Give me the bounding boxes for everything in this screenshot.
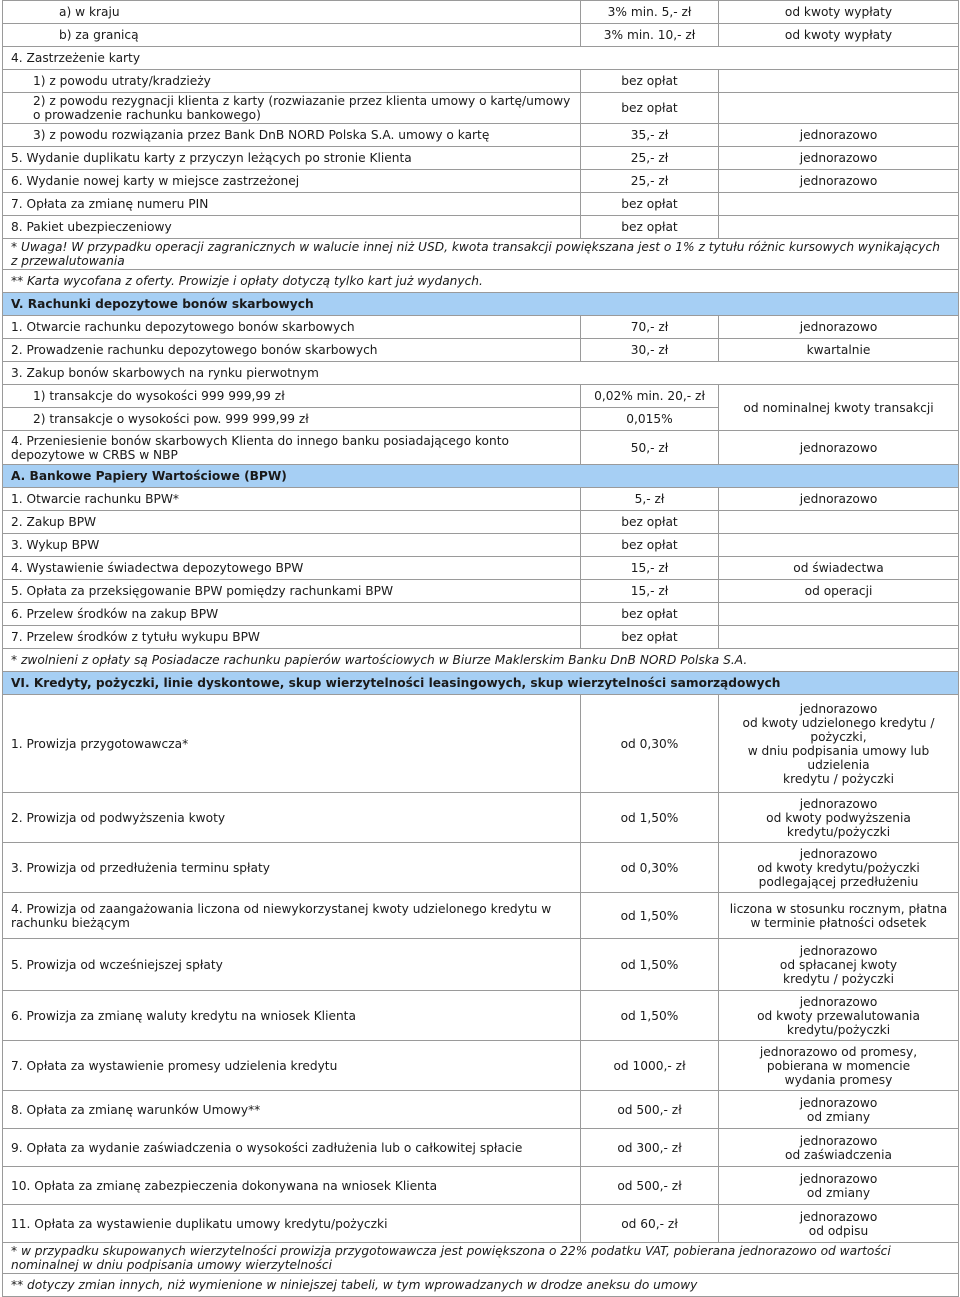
table-row (3, 362, 959, 385)
fee-note (719, 1091, 959, 1129)
fee-label: 8. Opłata za zmianę warunków Umowy** (3, 1091, 581, 1129)
fee-label: 9. Opłata za wydanie zaświadczenia o wysokości zadłużenia lub o całkowitej spłacie (3, 1129, 581, 1167)
table-row (3, 124, 959, 147)
fee-note-line: w dniu podpisania umowy lub (747, 743, 930, 758)
table-row (3, 1041, 959, 1091)
table-row (3, 603, 959, 626)
fee-note (719, 893, 959, 939)
fee-label: 4. Wystawienie świadectwa depozytowego BPW (3, 557, 581, 580)
fee-label: 5. Prowizja od wcześniejszej spłaty (3, 939, 581, 991)
fee-amount: od 1,50% (581, 939, 719, 991)
footnote: ** Karta wycofana z oferty. Prowizje i opłaty dotyczą tylko kart już wydanych. (3, 270, 959, 293)
fee-note (719, 216, 959, 239)
fee-note-line: od odpisu (808, 1223, 869, 1238)
fee-note: od kwoty wypłaty (719, 1, 959, 24)
table-row (3, 1274, 959, 1297)
fee-note-line: kredytu/pożyczki (786, 824, 891, 839)
table-row (3, 339, 959, 362)
fee-amount: od 60,- zł (581, 1205, 719, 1243)
fee-amount: 3% min. 10,- zł (581, 24, 719, 47)
table-row (3, 1, 959, 24)
table-row (3, 1129, 959, 1167)
table-row (3, 93, 959, 124)
fee-amount: od 1,50% (581, 991, 719, 1041)
fee-note (719, 695, 959, 793)
table-row (3, 793, 959, 843)
fee-note-line: kredytu / pożyczki (783, 971, 894, 986)
fee-note-line: jednorazowo (799, 1133, 878, 1148)
fee-amount: 15,- zł (581, 557, 719, 580)
fee-note-line: pobierana w momencie (766, 1058, 911, 1073)
fee-note (719, 70, 959, 93)
fee-note (719, 1167, 959, 1205)
fee-note-line: od kwoty kredytu/pożyczki (757, 860, 920, 875)
fee-amount: bez opłat (581, 70, 719, 93)
fee-label: 7. Opłata za wystawienie promesy udzielenia kredytu (3, 1041, 581, 1091)
fee-note-line: jednorazowo (799, 796, 878, 811)
fee-note-line: kredytu / pożyczki (783, 771, 894, 786)
fee-note-line: jednorazowo (799, 846, 878, 861)
fee-note-line: jednorazowo (799, 701, 878, 716)
table-row (3, 1167, 959, 1205)
table-row (3, 216, 959, 239)
fee-label: 6. Wydanie nowej karty w miejsce zastrzeżonej (3, 170, 581, 193)
fee-note: od operacji (719, 580, 959, 603)
table-row (3, 24, 959, 47)
uwaga-text: W przypadku operacji zagranicznych w walucie innej niż USD, kwota transakcji powiększana jest o 1% z tytułu różnic kursowych wynikających z przewalutowania (11, 240, 940, 268)
fee-label: 1. Prowizja przygotowawcza* (3, 695, 581, 793)
table-row (3, 147, 959, 170)
fee-note (719, 793, 959, 843)
section-header (3, 293, 959, 316)
fee-label: 2) z powodu rezygnacji klienta z karty (rozwiazanie przez klienta umowy o kartę/umowy o prowadzenie rachunku bankowego) (3, 93, 581, 124)
fee-note (719, 93, 959, 124)
section-title: V. Rachunki depozytowe bonów skarbowych (3, 293, 959, 316)
fee-amount: od 1,50% (581, 893, 719, 939)
fee-note (719, 1129, 959, 1167)
table-row (3, 47, 959, 70)
fee-note-line: od spłacanej kwoty (779, 957, 898, 972)
fee-note-line: od zmiany (806, 1109, 871, 1124)
fee-note: kwartalnie (719, 339, 959, 362)
table-row (3, 170, 959, 193)
fee-note (719, 991, 959, 1041)
table-row (3, 511, 959, 534)
fee-note-line: jednorazowo (799, 943, 878, 958)
subheading: 4. Zastrzeżenie karty (3, 47, 959, 70)
fee-note: jednorazowo (719, 316, 959, 339)
fee-amount: 3% min. 5,- zł (581, 1, 719, 24)
fee-amount: od 500,- zł (581, 1167, 719, 1205)
table-row (3, 939, 959, 991)
fee-note (719, 939, 959, 991)
fee-note (719, 1041, 959, 1091)
footnote: * w przypadku skupowanych wierzytelności prowizja przygotowawcza jest powiększona o 22% podatku VAT, pobierana jednorazowo od wartości nominalnej w dniu podpisania umowy wierzytelności (3, 1243, 959, 1274)
uwaga-label: * Uwaga! (11, 240, 68, 254)
fee-label: 6. Prowizja za zmianę waluty kredytu na wniosek Klienta (3, 991, 581, 1041)
fee-amount: 0,02% min. 20,- zł (581, 385, 719, 408)
fee-label: 11. Opłata za wystawienie duplikatu umowy kredytu/pożyczki (3, 1205, 581, 1243)
fee-label: 1. Otwarcie rachunku depozytowego bonów skarbowych (3, 316, 581, 339)
fee-note-line: od zaświadczenia (784, 1147, 892, 1162)
section-title: A. Bankowe Papiery Wartościowe (BPW) (3, 465, 959, 488)
fee-note-line: jednorazowo (799, 1171, 878, 1186)
table-row (3, 488, 959, 511)
fee-label: 3) z powodu rozwiązania przez Bank DnB NORD Polska S.A. umowy o kartę (3, 124, 581, 147)
fee-amount: od 500,- zł (581, 1091, 719, 1129)
fee-note (719, 193, 959, 216)
fee-note-line: kredytu/pożyczki (786, 1022, 891, 1037)
section-title: VI. Kredyty, pożyczki, linie dyskontowe, skup wierzytelności leasingowych, skup wierzytelności samorządowych (3, 672, 959, 695)
table-row (3, 626, 959, 649)
table-row (3, 1205, 959, 1243)
table-row (3, 316, 959, 339)
fee-amount: 35,- zł (581, 124, 719, 147)
fee-amount: bez opłat (581, 216, 719, 239)
fee-label: 4. Przeniesienie bonów skarbowych Klienta do innego banku posiadającego konto depozytowe w CRBS w NBP (3, 431, 581, 465)
fee-amount: 70,- zł (581, 316, 719, 339)
fee-amount: od 300,- zł (581, 1129, 719, 1167)
table-row (3, 1243, 959, 1274)
fee-label: 3. Prowizja od przedłużenia terminu spłaty (3, 843, 581, 893)
fee-note (719, 603, 959, 626)
section-header (3, 465, 959, 488)
fee-label: 3. Wykup BPW (3, 534, 581, 557)
fee-note (719, 626, 959, 649)
table-row (3, 695, 959, 793)
fee-label: 8. Pakiet ubezpieczeniowy (3, 216, 581, 239)
fee-label: b) za granicą (3, 24, 581, 47)
table-row (3, 431, 959, 465)
table-row (3, 843, 959, 893)
table-row (3, 557, 959, 580)
fee-note: od kwoty wypłaty (719, 24, 959, 47)
fee-amount: bez opłat (581, 534, 719, 557)
fee-note-line: od zmiany (806, 1185, 871, 1200)
fee-amount: 15,- zł (581, 580, 719, 603)
fee-note-line: jednorazowo (799, 1209, 878, 1224)
fee-label: 1) transakcje do wysokości 999 999,99 zł (3, 385, 581, 408)
fee-label: 1. Otwarcie rachunku BPW* (3, 488, 581, 511)
table-row (3, 239, 959, 270)
fee-label: 7. Przelew środków z tytułu wykupu BPW (3, 626, 581, 649)
fee-note-line: od kwoty przewalutowania (757, 1008, 920, 1023)
fee-note-line: od kwoty podwyższenia (766, 810, 911, 825)
fee-label: 5. Wydanie duplikatu karty z przyczyn leżących po stronie Klienta (3, 147, 581, 170)
fee-note: jednorazowo (719, 431, 959, 465)
fee-note-line: jednorazowo (799, 994, 878, 1009)
fee-amount: 25,- zł (581, 170, 719, 193)
uwaga-note (3, 239, 959, 270)
table-row (3, 649, 959, 672)
fee-note-line: w terminie płatności odsetek (750, 915, 927, 930)
fee-note-line: udzielenia (807, 757, 870, 772)
fee-label: 2. Zakup BPW (3, 511, 581, 534)
fee-note-line: jednorazowo (799, 1095, 878, 1110)
fee-amount: 25,- zł (581, 147, 719, 170)
fee-label: 7. Opłata za zmianę numeru PIN (3, 193, 581, 216)
fee-note: jednorazowo (719, 124, 959, 147)
footnote: * zwolnieni z opłaty są Posiadacze rachunku papierów wartościowych w Biurze Maklerskim Banku DnB NORD Polska S.A. (3, 649, 959, 672)
fee-label: 4. Prowizja od zaangażowania liczona od niewykorzystanej kwoty udzielonego kredytu w rachunku bieżącym (3, 893, 581, 939)
fee-amount: od 0,30% (581, 843, 719, 893)
fee-note (719, 534, 959, 557)
fee-note: jednorazowo (719, 147, 959, 170)
fee-amount: bez opłat (581, 511, 719, 534)
fee-amount: 30,- zł (581, 339, 719, 362)
fee-amount: bez opłat (581, 93, 719, 124)
fee-note: jednorazowo (719, 170, 959, 193)
fee-amount: bez opłat (581, 193, 719, 216)
fee-note (719, 843, 959, 893)
fee-label: a) w kraju (3, 1, 581, 24)
fee-amount: od 1,50% (581, 793, 719, 843)
table-row (3, 534, 959, 557)
subheading: 3. Zakup bonów skarbowych na rynku pierwotnym (3, 362, 959, 385)
table-row (3, 1091, 959, 1129)
fee-label: 2. Prowizja od podwyższenia kwoty (3, 793, 581, 843)
fee-amount: 5,- zł (581, 488, 719, 511)
fee-amount: od 0,30% (581, 695, 719, 793)
fee-note-line: podlegającej przedłużeniu (758, 874, 919, 889)
table-row (3, 193, 959, 216)
fee-amount: od 1000,- zł (581, 1041, 719, 1091)
table-row (3, 893, 959, 939)
fee-label: 2) transakcje o wysokości pow. 999 999,99 zł (3, 408, 581, 431)
fee-note: jednorazowo (719, 488, 959, 511)
fee-note: od świadectwa (719, 557, 959, 580)
table-row (3, 270, 959, 293)
fee-note-line: liczona w stosunku rocznym, płatna (729, 901, 948, 916)
fee-amount: 50,- zł (581, 431, 719, 465)
footnote: ** dotyczy zmian innych, niż wymienione w niniejszej tabeli, w tym wprowadzanych w drodze aneksu do umowy (3, 1274, 959, 1297)
fee-amount: 0,015% (581, 408, 719, 431)
fee-table (2, 0, 959, 1297)
fee-note-line: pożyczki, (810, 729, 867, 744)
fee-note (719, 1205, 959, 1243)
section-header (3, 672, 959, 695)
fee-note-line: wydania promesy (784, 1072, 893, 1087)
fee-note: od nominalnej kwoty transakcji (719, 385, 959, 431)
fee-note (719, 511, 959, 534)
fee-label: 2. Prowadzenie rachunku depozytowego bonów skarbowych (3, 339, 581, 362)
table-row (3, 991, 959, 1041)
fee-label: 10. Opłata za zmianę zabezpieczenia dokonywana na wniosek Klienta (3, 1167, 581, 1205)
table-row (3, 385, 959, 408)
fee-label: 5. Opłata za przeksięgowanie BPW pomiędzy rachunkami BPW (3, 580, 581, 603)
fee-label: 6. Przelew środków na zakup BPW (3, 603, 581, 626)
table-row (3, 70, 959, 93)
table-row (3, 580, 959, 603)
fee-label: 1) z powodu utraty/kradzieży (3, 70, 581, 93)
fee-note-line: jednorazowo od promesy, (759, 1044, 918, 1059)
fee-amount: bez opłat (581, 626, 719, 649)
fee-note-line: od kwoty udzielonego kredytu / (742, 715, 935, 730)
fee-amount: bez opłat (581, 603, 719, 626)
